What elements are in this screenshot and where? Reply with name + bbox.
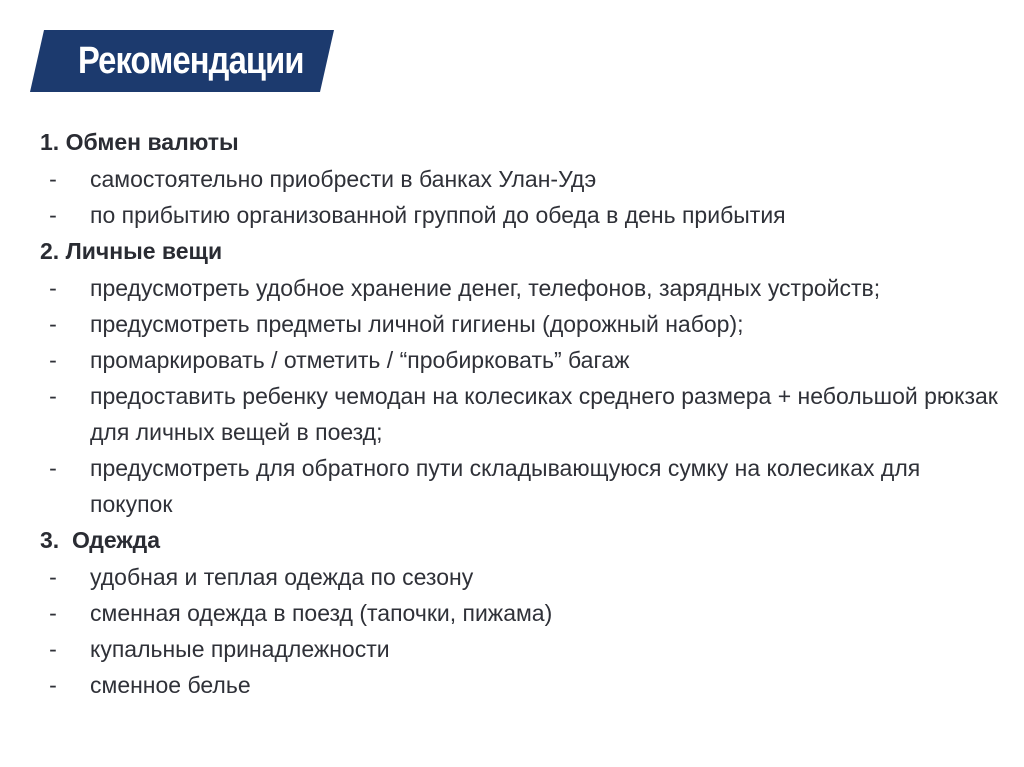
dash-bullet: - [49, 383, 57, 409]
dash-bullet: - [49, 347, 57, 373]
list-item [40, 559, 1000, 595]
list-item-text: сменное белье [90, 672, 251, 698]
list-item [40, 667, 1000, 703]
list-item [40, 631, 1000, 667]
dash-bullet: - [49, 564, 57, 590]
list-item-text: предусмотреть удобное хранение денег, телефонов, зарядных устройств; [90, 275, 881, 301]
list-item [40, 306, 1000, 342]
list-item-text: самостоятельно приобрести в банках Улан-Удэ [90, 166, 597, 192]
slide-title: Рекомендации [78, 40, 304, 82]
list-item-text: предусмотреть предметы личной гигиены (дорожный набор); [90, 311, 744, 337]
title-banner [30, 30, 334, 92]
section-currency-exchange [40, 124, 1000, 233]
section-personal-belongings [40, 233, 1000, 522]
dash-bullet: - [49, 600, 57, 626]
dash-bullet: - [49, 672, 57, 698]
list-item [40, 450, 1000, 522]
section-heading: 2. Личные вещи [40, 238, 223, 264]
list-item [40, 270, 1000, 306]
list-item [40, 161, 1000, 197]
dash-bullet: - [49, 455, 57, 481]
section-clothing [40, 522, 1000, 703]
list-item [40, 595, 1000, 631]
section-heading: 1. Обмен валюты [40, 129, 239, 155]
dash-bullet: - [49, 166, 57, 192]
list-item-text: предоставить ребенку чемодан на колесиках среднего размера + небольшой рюкзак для личных вещей в поезд; [90, 383, 998, 445]
recommendations-list [40, 124, 1000, 703]
list-item-text: промаркировать / отметить / “пробирковать” багаж [90, 347, 630, 373]
dash-bullet: - [49, 275, 57, 301]
list-item-text: купальные принадлежности [90, 636, 390, 662]
list-item-text: по прибытию организованной группой до обеда в день прибытия [90, 202, 786, 228]
dash-bullet: - [49, 202, 57, 228]
section-heading: 3. Одежда [40, 527, 161, 553]
dash-bullet: - [49, 311, 57, 337]
list-item [40, 342, 1000, 378]
list-item [40, 378, 1000, 450]
list-item-text: удобная и теплая одежда по сезону [90, 564, 474, 590]
dash-bullet: - [49, 636, 57, 662]
list-item [40, 197, 1000, 233]
list-item-text: предусмотреть для обратного пути складывающуюся сумку на колесиках для покупок [90, 455, 921, 517]
list-item-text: сменная одежда в поезд (тапочки, пижама) [90, 600, 553, 626]
